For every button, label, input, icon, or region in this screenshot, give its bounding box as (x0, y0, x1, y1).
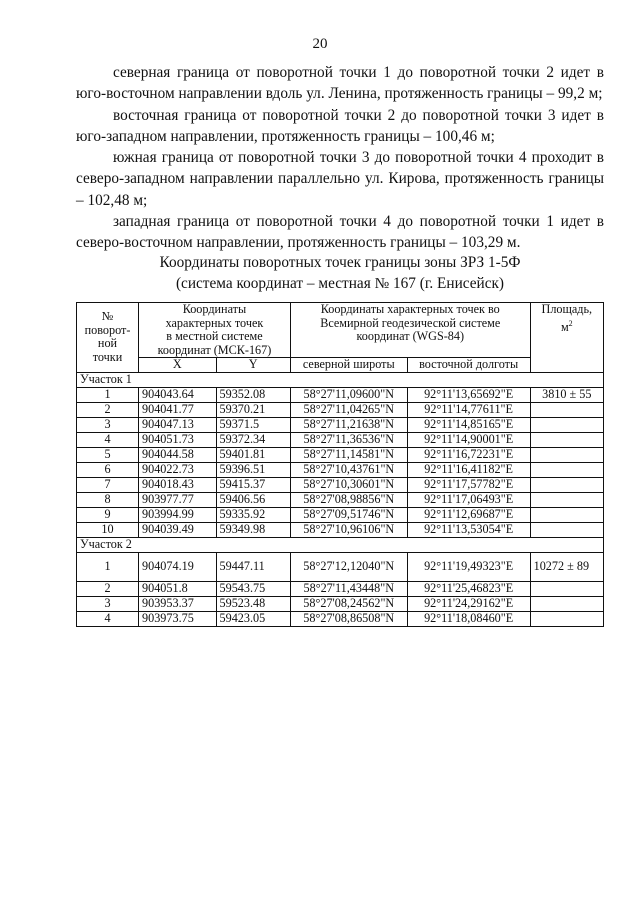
cell-area (530, 507, 603, 522)
table-row (77, 507, 604, 522)
body-text (76, 62, 604, 254)
cell-latitude: 58°27'11,43448"N (290, 581, 407, 596)
cell-area: 3810 ± 55 (530, 387, 603, 402)
cell-y: 59335.92 (216, 507, 290, 522)
cell-point-number: 7 (77, 477, 139, 492)
cell-latitude: 58°27'11,21638"N (290, 417, 407, 432)
table-row (77, 387, 604, 402)
cell-x: 904051.73 (139, 432, 217, 447)
cell-latitude: 58°27'08,24562"N (290, 596, 407, 611)
table-subheader-row (77, 358, 604, 373)
cell-point-number: 2 (77, 581, 139, 596)
table-title-line-1: Координаты поворотных точек границы зоны ЗРЗ 1-5Ф (159, 254, 521, 271)
cell-point-number: 2 (77, 402, 139, 417)
cell-area (530, 447, 603, 462)
cell-area (530, 417, 603, 432)
table-row (77, 402, 604, 417)
header-y: Y (216, 358, 290, 373)
cell-area (530, 492, 603, 507)
cell-x: 904074.19 (139, 552, 217, 581)
table-body (77, 372, 604, 626)
cell-latitude: 58°27'10,43761"N (290, 462, 407, 477)
cell-latitude: 58°27'11,14581"N (290, 447, 407, 462)
cell-x: 904051.8 (139, 581, 217, 596)
table-row (77, 581, 604, 596)
cell-point-number: 1 (77, 552, 139, 581)
cell-longitude: 92°11'24,29162"E (407, 596, 530, 611)
table-title (76, 252, 604, 294)
table-row (77, 447, 604, 462)
paragraph-north-boundary: северная граница от поворотной точки 1 до поворотной точки 2 идет в юго-восточном направлении вдоль ул. Ленина, протяженность границы – 99,2 м; (76, 64, 604, 103)
cell-x: 904039.49 (139, 522, 217, 537)
cell-area (530, 477, 603, 492)
cell-point-number: 9 (77, 507, 139, 522)
cell-longitude: 92°11'16,41182"E (407, 462, 530, 477)
cell-y: 59447.11 (216, 552, 290, 581)
table-row (77, 477, 604, 492)
header-point-number: № поворот- ной точки (77, 303, 139, 373)
cell-latitude: 58°27'12,12040"N (290, 552, 407, 581)
cell-y: 59523.48 (216, 596, 290, 611)
table-row (77, 522, 604, 537)
cell-longitude: 92°11'19,49323"E (407, 552, 530, 581)
cell-area (530, 462, 603, 477)
section-title: Участок 2 (77, 537, 604, 552)
cell-longitude: 92°11'16,72231"E (407, 447, 530, 462)
cell-latitude: 58°27'11,09600"N (290, 387, 407, 402)
cell-y: 59396.51 (216, 462, 290, 477)
cell-latitude: 58°27'08,86508"N (290, 611, 407, 626)
table-title-line-2: (система координат – местная № 167 (г. Енисейск) (175, 275, 505, 292)
cell-longitude: 92°11'14,90001"E (407, 432, 530, 447)
cell-y: 59423.05 (216, 611, 290, 626)
cell-y: 59372.34 (216, 432, 290, 447)
header-wgs84-coordinates: Координаты характерных точек во Всемирной геодезической системе координат (WGS-84) (290, 303, 530, 358)
table-row (77, 462, 604, 477)
cell-longitude: 92°11'13,65692"E (407, 387, 530, 402)
coordinates-table (76, 302, 604, 627)
cell-longitude: 92°11'12,69687"E (407, 507, 530, 522)
cell-point-number: 3 (77, 596, 139, 611)
cell-point-number: 4 (77, 611, 139, 626)
cell-y: 59415.37 (216, 477, 290, 492)
cell-longitude: 92°11'18,08460"E (407, 611, 530, 626)
header-local-coordinates: Координаты характерных точек в местной системе координат (МСК-167) (139, 303, 291, 358)
cell-area (530, 402, 603, 417)
cell-x: 903953.37 (139, 596, 217, 611)
cell-latitude: 58°27'09,51746"N (290, 507, 407, 522)
section-title: Участок 1 (77, 372, 604, 387)
cell-longitude: 92°11'17,06493"E (407, 492, 530, 507)
cell-x: 903994.99 (139, 507, 217, 522)
cell-latitude: 58°27'11,04265"N (290, 402, 407, 417)
cell-area (530, 596, 603, 611)
paragraph-east-boundary: восточная граница от поворотной точки 2 до поворотной точки 3 идет в юго-западном направлении, протяженность границы – 100,46 м; (76, 106, 604, 145)
cell-latitude: 58°27'10,96106"N (290, 522, 407, 537)
cell-y: 59370.21 (216, 402, 290, 417)
cell-x: 903977.77 (139, 492, 217, 507)
cell-point-number: 10 (77, 522, 139, 537)
cell-x: 903973.75 (139, 611, 217, 626)
cell-x: 904043.64 (139, 387, 217, 402)
cell-latitude: 58°27'08,98856"N (290, 492, 407, 507)
cell-area (530, 522, 603, 537)
cell-longitude: 92°11'13,53054"E (407, 522, 530, 537)
cell-point-number: 5 (77, 447, 139, 462)
header-x: X (139, 358, 217, 373)
table-row (77, 432, 604, 447)
table-row (77, 417, 604, 432)
table-row (77, 552, 604, 581)
header-longitude: восточной долготы (407, 358, 530, 373)
cell-y: 59352.08 (216, 387, 290, 402)
cell-area: 10272 ± 89 (530, 552, 603, 581)
cell-point-number: 6 (77, 462, 139, 477)
table-row (77, 596, 604, 611)
paragraph-south-boundary: южная граница от поворотной точки 3 до поворотной точки 4 проходит в северо-западном направлении параллельно ул. Кирова, протяженность границы – 102,48 м; (76, 149, 604, 209)
cell-longitude: 92°11'14,85165"E (407, 417, 530, 432)
header-latitude: северной широты (290, 358, 407, 373)
section-row (77, 372, 604, 387)
table-row (77, 492, 604, 507)
cell-point-number: 8 (77, 492, 139, 507)
cell-area (530, 611, 603, 626)
cell-point-number: 4 (77, 432, 139, 447)
paragraph-west-boundary: западная граница от поворотной точки 4 до поворотной точки 1 идет в северо-восточном направлении, протяженность границы – 103,29 м. (76, 213, 604, 252)
cell-x: 904044.58 (139, 447, 217, 462)
cell-y: 59401.81 (216, 447, 290, 462)
table-row (77, 611, 604, 626)
cell-y: 59543.75 (216, 581, 290, 596)
section-row (77, 537, 604, 552)
cell-area (530, 581, 603, 596)
cell-x: 904047.13 (139, 417, 217, 432)
cell-y: 59406.56 (216, 492, 290, 507)
cell-area (530, 432, 603, 447)
cell-point-number: 1 (77, 387, 139, 402)
cell-point-number: 3 (77, 417, 139, 432)
table-header-row (77, 303, 604, 358)
cell-y: 59371.5 (216, 417, 290, 432)
cell-x: 904018.43 (139, 477, 217, 492)
header-area: Площадь, $м^2$ (530, 303, 603, 373)
cell-y: 59349.98 (216, 522, 290, 537)
cell-latitude: 58°27'10,30601"N (290, 477, 407, 492)
cell-x: 904041.77 (139, 402, 217, 417)
cell-longitude: 92°11'14,77611"E (407, 402, 530, 417)
cell-x: 904022.73 (139, 462, 217, 477)
cell-longitude: 92°11'17,57782"E (407, 477, 530, 492)
page-number: 20 (312, 36, 328, 52)
cell-latitude: 58°27'11,36536"N (290, 432, 407, 447)
cell-longitude: 92°11'25,46823"E (407, 581, 530, 596)
